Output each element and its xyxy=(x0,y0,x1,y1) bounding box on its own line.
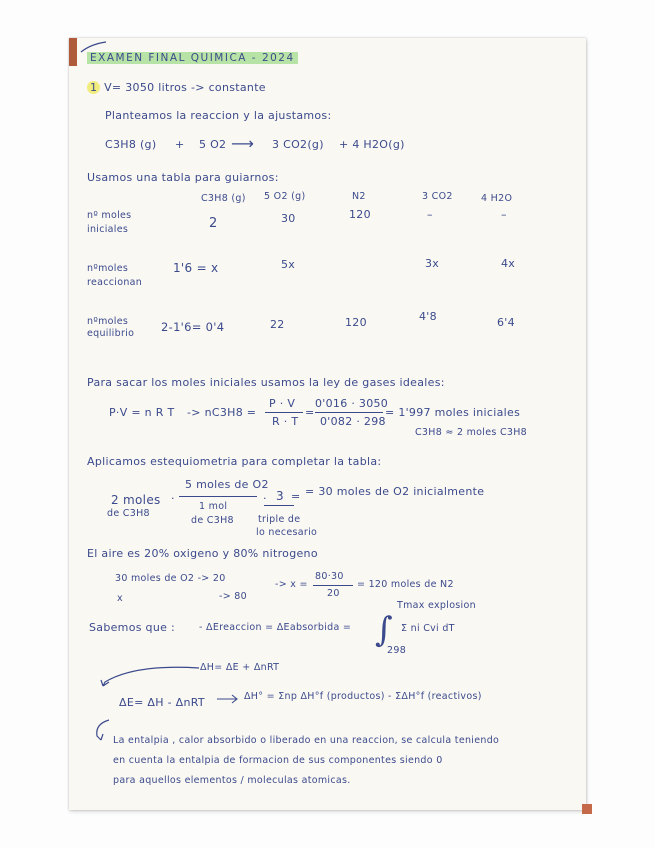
reaction-product-2: + 4 H2O(g) xyxy=(339,138,405,151)
stoich-triple: triple de xyxy=(258,514,301,525)
reaction-product-1: 3 CO2(g) xyxy=(272,138,324,151)
ideal-gas-numerator: P · V xyxy=(269,397,296,410)
cell-eq-o2: 22 xyxy=(270,318,285,331)
ideal-gas-arrow: -> nC3H8 = xyxy=(187,406,257,419)
row-initial-label-2: iniciales xyxy=(87,224,129,235)
stoich-result: = 30 moles de O2 inicialmente xyxy=(305,485,485,498)
table-header-n2: N2 xyxy=(352,191,366,202)
air-calc-den: 20 xyxy=(327,588,340,599)
ideal-gas-intro: Para sacar los moles iniciales usamos la ley de gases ideales: xyxy=(87,376,445,389)
integral-integrand: Σ ni Cvi dT xyxy=(401,623,455,634)
cell-initial-h2o: – xyxy=(501,208,507,221)
cell-react-o2: 5x xyxy=(281,258,296,271)
stoich-fraction-bar xyxy=(179,496,257,497)
row-eq-label-1: nºmoles xyxy=(87,316,129,327)
air-calc-result: = 120 moles de N2 xyxy=(357,579,454,590)
cell-initial-n2: 120 xyxy=(349,208,371,221)
air-composition-line: El aire es 20% oxigeno y 80% nitrogeno xyxy=(87,547,318,560)
ideal-gas-fraction-bar xyxy=(265,412,303,413)
ideal-gas-values-bar xyxy=(315,412,383,413)
stoich-triple-2: lo necesario xyxy=(256,527,318,538)
air-row-2-arrow: -> 80 xyxy=(219,591,247,602)
exam-title xyxy=(87,52,298,64)
cell-react-co2: 3x xyxy=(425,257,440,270)
dh0-equation: ΔH° = Σnp ΔH°f (productos) - ΣΔH°f (reactivos) xyxy=(244,691,482,702)
plan-line: Planteamos la reaccion y la ajustamos: xyxy=(105,109,332,122)
air-calc-bar xyxy=(313,585,353,586)
volume-line xyxy=(87,81,266,94)
ideal-gas-result-2: C3H8 ≈ 2 moles C3H8 xyxy=(415,427,528,438)
stoich-frac-num: 5 moles de O2 xyxy=(185,478,269,491)
cell-eq-co2: 4'8 xyxy=(419,310,437,323)
volume-text: V= 3050 litros -> constante xyxy=(104,81,266,94)
ideal-gas-equation: P·V = n R T xyxy=(109,406,175,419)
reaction-plus-1: + xyxy=(175,138,185,151)
row-eq-label-2: equilibrio xyxy=(87,328,135,339)
air-calc-num: 80·30 xyxy=(315,571,344,582)
exam-title-text: EXAMEN FINAL QUIMICA - 2024 xyxy=(87,52,298,64)
air-calc-prefix: -> x = xyxy=(275,579,308,590)
ideal-gas-result: = 1'997 moles iniciales xyxy=(385,406,521,419)
paper-corner-mark xyxy=(582,804,592,814)
cell-eq-n2: 120 xyxy=(345,316,367,329)
integral-lower-limit: 298 xyxy=(387,645,407,656)
notebook-sheet xyxy=(69,38,586,810)
know-equation: - ΔEreaccion = ΔEabsorbida = xyxy=(199,622,352,633)
stoich-intro: Aplicamos estequiometria para completar la tabla: xyxy=(87,455,382,468)
stoich-moles: 2 moles xyxy=(111,493,161,507)
paper-corner-tab xyxy=(69,38,77,66)
table-header-c3h8: C3H8 (g) xyxy=(201,193,246,204)
stoich-frac-den: 1 mol xyxy=(199,501,228,512)
curved-arrow-1 xyxy=(95,662,205,692)
cell-initial-c3h8: 2 xyxy=(209,216,218,231)
air-row-1: 30 moles de O2 -> 20 xyxy=(115,573,226,584)
reaction-reactant-2: 5 O2 xyxy=(199,138,227,151)
table-header-h2o: 4 H2O xyxy=(481,193,513,204)
cell-eq-c3h8: 2-1'6= 0'4 xyxy=(161,320,225,334)
problem-number-badge: 1 xyxy=(87,81,100,94)
stoich-three: 3 xyxy=(276,489,284,503)
cell-react-c3h8: 1'6 = x xyxy=(173,261,219,275)
final-text-line-1: La entalpia , calor absorbido o liberado en una reaccion, se calcula teniendo xyxy=(113,735,500,746)
row-initial-label-1: nº moles xyxy=(87,210,132,221)
arrow-to-dh0 xyxy=(215,693,241,705)
integral-upper-limit: Tmax explosion xyxy=(397,600,476,611)
ideal-gas-equals: = xyxy=(305,406,315,419)
air-row-2-x: x xyxy=(117,593,123,604)
ideal-gas-denominator: R · T xyxy=(272,415,299,428)
cell-initial-o2: 30 xyxy=(281,212,296,225)
stoich-moles-sub: de C3H8 xyxy=(107,508,150,519)
reaction-arrow: ⟶ xyxy=(231,134,255,153)
final-text-line-2: en cuenta la entalpia de formacion de sus componentes siendo 0 xyxy=(113,755,443,766)
ideal-gas-den-values: 0'082 · 298 xyxy=(320,415,386,428)
table-intro: Usamos una tabla para guiarnos: xyxy=(87,171,279,184)
stoich-three-bar xyxy=(264,505,294,506)
ideal-gas-num-values: 0'016 · 3050 xyxy=(315,397,389,410)
cell-eq-h2o: 6'4 xyxy=(497,316,515,329)
integral-sign: ∫ xyxy=(375,610,394,650)
cell-initial-co2: – xyxy=(427,208,433,221)
table-header-co2: 3 CO2 xyxy=(422,191,453,202)
final-text-line-3: para aquellos elementos / moleculas atomicas. xyxy=(113,775,351,786)
reaction-reactant-1: C3H8 (g) xyxy=(105,138,157,151)
table-header-o2: 5 O2 (g) xyxy=(264,191,306,202)
stoich-frac-den-sub: de C3H8 xyxy=(191,515,234,526)
dh-equation: ΔH= ΔE + ΔnRT xyxy=(200,662,280,673)
stoich-dot-2: · xyxy=(263,492,267,505)
row-react-label-1: nºmoles xyxy=(87,263,129,274)
row-react-label-2: reaccionan xyxy=(87,277,143,288)
de-equation: ΔE= ΔH - ΔnRT xyxy=(119,696,205,709)
cell-react-h2o: 4x xyxy=(501,257,516,270)
know-prefix: Sabemos que : xyxy=(89,621,175,634)
stoich-equals: = xyxy=(291,490,301,503)
stoich-dot: · xyxy=(171,492,175,505)
